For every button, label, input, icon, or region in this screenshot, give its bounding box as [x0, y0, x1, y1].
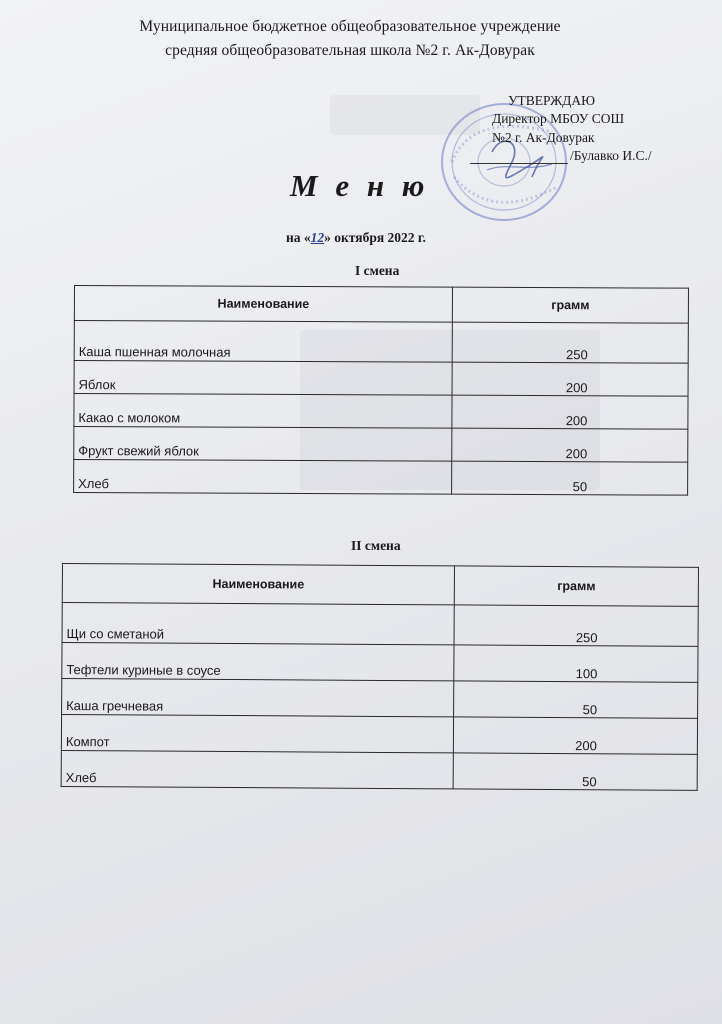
director-name: /Булавко И.С./ — [570, 148, 652, 163]
dish-gram: 100 — [454, 645, 698, 682]
approval-position: Директор МБОУ СОШ — [492, 111, 625, 126]
table-row — [74, 361, 688, 397]
dish-name: Какао с молоком — [74, 394, 452, 429]
shift2-label: II смена — [351, 538, 401, 553]
dish-name: Яблок — [74, 361, 452, 396]
table-row — [62, 679, 698, 719]
table-row — [61, 750, 697, 790]
column-header-gram: грамм — [452, 287, 688, 323]
shift2-menu-table — [61, 563, 699, 791]
approval-heading: УТВЕРЖДАЮ — [508, 93, 596, 108]
dish-name: Фрукт свежий яблок — [74, 427, 452, 462]
table-header-row — [74, 286, 688, 324]
table-row — [61, 715, 697, 755]
table-row — [74, 321, 688, 364]
dish-gram: 200 — [452, 428, 688, 462]
dish-name: Щи со сметаной — [62, 603, 454, 645]
date-prefix: на « — [286, 230, 311, 245]
dish-gram: 50 — [452, 461, 688, 495]
dish-name: Компот — [61, 715, 453, 753]
dish-name: Тефтели куриные в соусе — [62, 643, 454, 681]
dish-gram: 250 — [454, 605, 698, 646]
dish-gram: 200 — [452, 362, 688, 396]
table-row — [74, 460, 688, 496]
date-suffix: » октября 2022 г. — [324, 230, 426, 245]
dish-name: Каша гречневая — [62, 679, 454, 717]
approval-signature-line — [470, 148, 670, 164]
table-row — [74, 394, 688, 430]
dish-name: Хлеб — [61, 750, 453, 788]
dish-gram: 200 — [453, 717, 697, 754]
dish-name: Каша пшенная молочная — [74, 321, 452, 363]
dish-gram: 50 — [454, 681, 698, 718]
approval-school: №2 г. Ак-Довурак — [492, 130, 595, 145]
table-row — [74, 427, 688, 463]
table-row — [62, 603, 698, 647]
dish-gram: 250 — [452, 322, 688, 363]
dish-gram: 200 — [452, 395, 688, 429]
table-row — [62, 643, 698, 683]
menu-date — [286, 230, 426, 246]
column-header-gram: грамм — [454, 566, 698, 606]
column-header-name: Наименование — [62, 564, 454, 605]
organization-name-line1: Муниципальное бюджетное общеобразовательное учреждение — [139, 18, 561, 35]
signature-underline — [470, 163, 568, 164]
organization-name-line2: средняя общеобразовательная школа №2 г. Ак-Довурак — [165, 42, 535, 59]
column-header-name: Наименование — [74, 286, 452, 323]
page-title: М е н ю — [290, 168, 430, 203]
date-day-handwritten: 12 — [310, 230, 325, 245]
dish-gram: 50 — [453, 753, 697, 790]
dish-name: Хлеб — [74, 460, 452, 495]
table-header-row — [62, 564, 698, 607]
shift1-label: I смена — [355, 263, 400, 278]
shift1-menu-table — [73, 285, 689, 496]
